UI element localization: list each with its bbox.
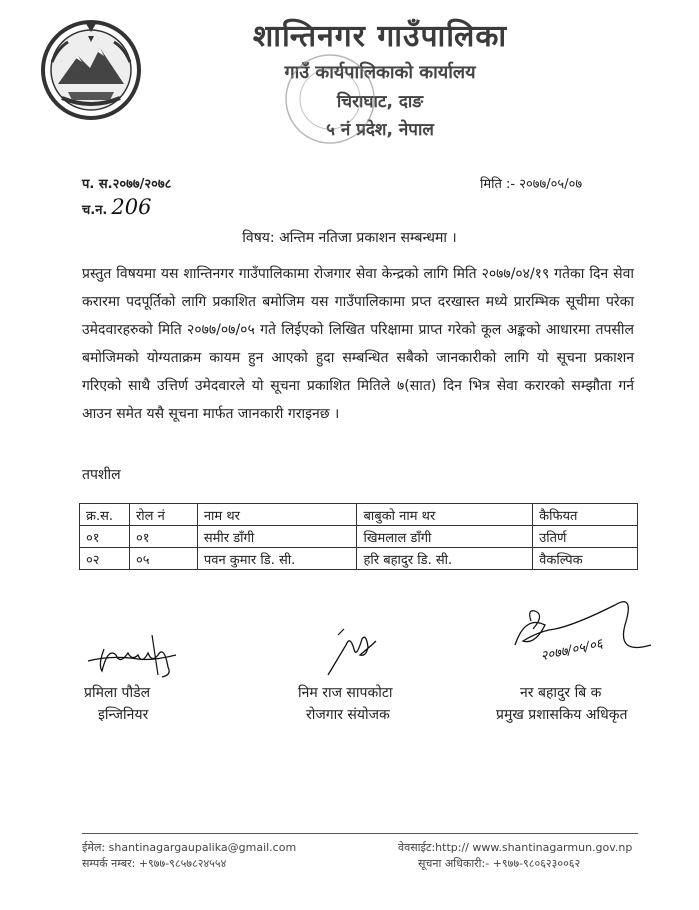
cell-remarks: उतिर्ण bbox=[533, 526, 638, 548]
office-name: गाउँ कार्यपालिकाको कार्यालय bbox=[284, 62, 476, 83]
coordinator-signature bbox=[320, 625, 380, 680]
cell-serial: ०२ bbox=[80, 548, 130, 570]
letter-date: मिति :- २०७७/०५/०७ bbox=[480, 177, 583, 192]
signatory-2-title: रोजगार संयोजक bbox=[306, 707, 390, 723]
notice-body: प्रस्तुत विषयमा यस शान्तिनगर गाउँपालिकामा रोजगार सेवा केन्द्रको लागि मिति २०७७/०४/१९ गतेका दिन सेवा करारमा पदपूर्तिको लागि प्रकाशित बमोजिम यस गाउँपालिकामा प्रप्त दरखास्त मध्ये प्रारम्भिक सूचीमा परेका उमेदवारहरुको मिति २०७७/०७/०५ गते लिईएको लिखित परिक्षामा प्राप्त गरेको कूल अङ्कको आधारमा तपसील बमोजिमको योग्यताक्रम कायम हुन आएको हुदा सम्बन्धित सबैको जानकारीको लागि यो सूचना प्रकाशन गरिएको साथै उत्तिर्ण उमेदवारले यो सूचना प्रकाशित मितिले ७(सात) दिन भित्र सेवा करारको सम्झौता गर्न आउन समेत यसै सूचना मार्फत जानकारी गराइनछ । bbox=[82, 266, 634, 422]
header-name: नाम थर bbox=[197, 504, 357, 526]
cell-name: समीर डाँगी bbox=[197, 526, 357, 548]
dispatch-number-value: 206 bbox=[111, 195, 152, 219]
dispatch-number-label: च.न. bbox=[82, 203, 108, 218]
footer-info-officer: सूचना अधिकारी:- +९७७-९८०६२३००६२ bbox=[418, 857, 581, 870]
footer-phone: सम्पर्क नम्बर: +९७७-९८५७८२४५५४ bbox=[82, 857, 227, 870]
dispatch-number bbox=[82, 195, 151, 219]
nepal-emblem-logo bbox=[38, 18, 144, 120]
cell-serial: ०१ bbox=[80, 526, 130, 548]
header-serial: क्र.स. bbox=[80, 504, 130, 526]
subject-line: विषय: अन्तिम नतिजा प्रकाशन सम्बन्धमा । bbox=[242, 230, 457, 246]
letter-reference-number: प. स.२०७७/२०७८ bbox=[82, 177, 172, 192]
footer-email: ईमेल: shantinagargaupalika@gmail.com bbox=[82, 841, 297, 854]
organization-name: शान्तिनगर गाउँपालिका bbox=[252, 19, 508, 54]
cell-roll-number: ०५ bbox=[129, 548, 197, 570]
table-row bbox=[80, 548, 638, 570]
address-line-2: ५ नं प्रदेश, नेपाल bbox=[326, 120, 434, 140]
address-line-1: चिराघाट, दाङ bbox=[336, 92, 424, 112]
cell-remarks: वैकल्पिक bbox=[533, 548, 638, 570]
cell-father-name: खिमलाल डाँगी bbox=[357, 526, 533, 548]
cell-father-name: हरि बहादुर डि. सी. bbox=[357, 548, 533, 570]
signatory-1-name: प्रमिला पौडेल bbox=[84, 685, 151, 701]
signatory-3-name: नर बहादुर बि क bbox=[520, 685, 602, 701]
table-header-row bbox=[80, 504, 638, 526]
signatory-1-title: इन्जिनियर bbox=[98, 707, 149, 723]
chief-officer-signature bbox=[505, 585, 655, 670]
engineer-signature bbox=[82, 625, 182, 680]
signatory-3-title: प्रमुख प्रशासकिय अधिकृत bbox=[496, 707, 628, 723]
table-row bbox=[80, 526, 638, 548]
signature-date: २०७७/०५/०६ bbox=[539, 636, 605, 665]
results-table bbox=[79, 503, 638, 570]
footer-divider bbox=[82, 833, 638, 834]
header-roll-number: रोल नं bbox=[129, 504, 197, 526]
footer-website: वेवसाईट:http:// www.shantinagarmun.gov.np bbox=[398, 841, 633, 854]
details-heading: तपशील bbox=[82, 467, 121, 483]
header-remarks: कैफियत bbox=[533, 504, 638, 526]
office-stamp bbox=[283, 52, 378, 147]
cell-roll-number: ०१ bbox=[129, 526, 197, 548]
cell-name: पवन कुमार डि. सी. bbox=[197, 548, 357, 570]
header-father-name: बाबुको नाम थर bbox=[357, 504, 533, 526]
signatory-2-name: निम राज सापकोटा bbox=[298, 685, 393, 701]
